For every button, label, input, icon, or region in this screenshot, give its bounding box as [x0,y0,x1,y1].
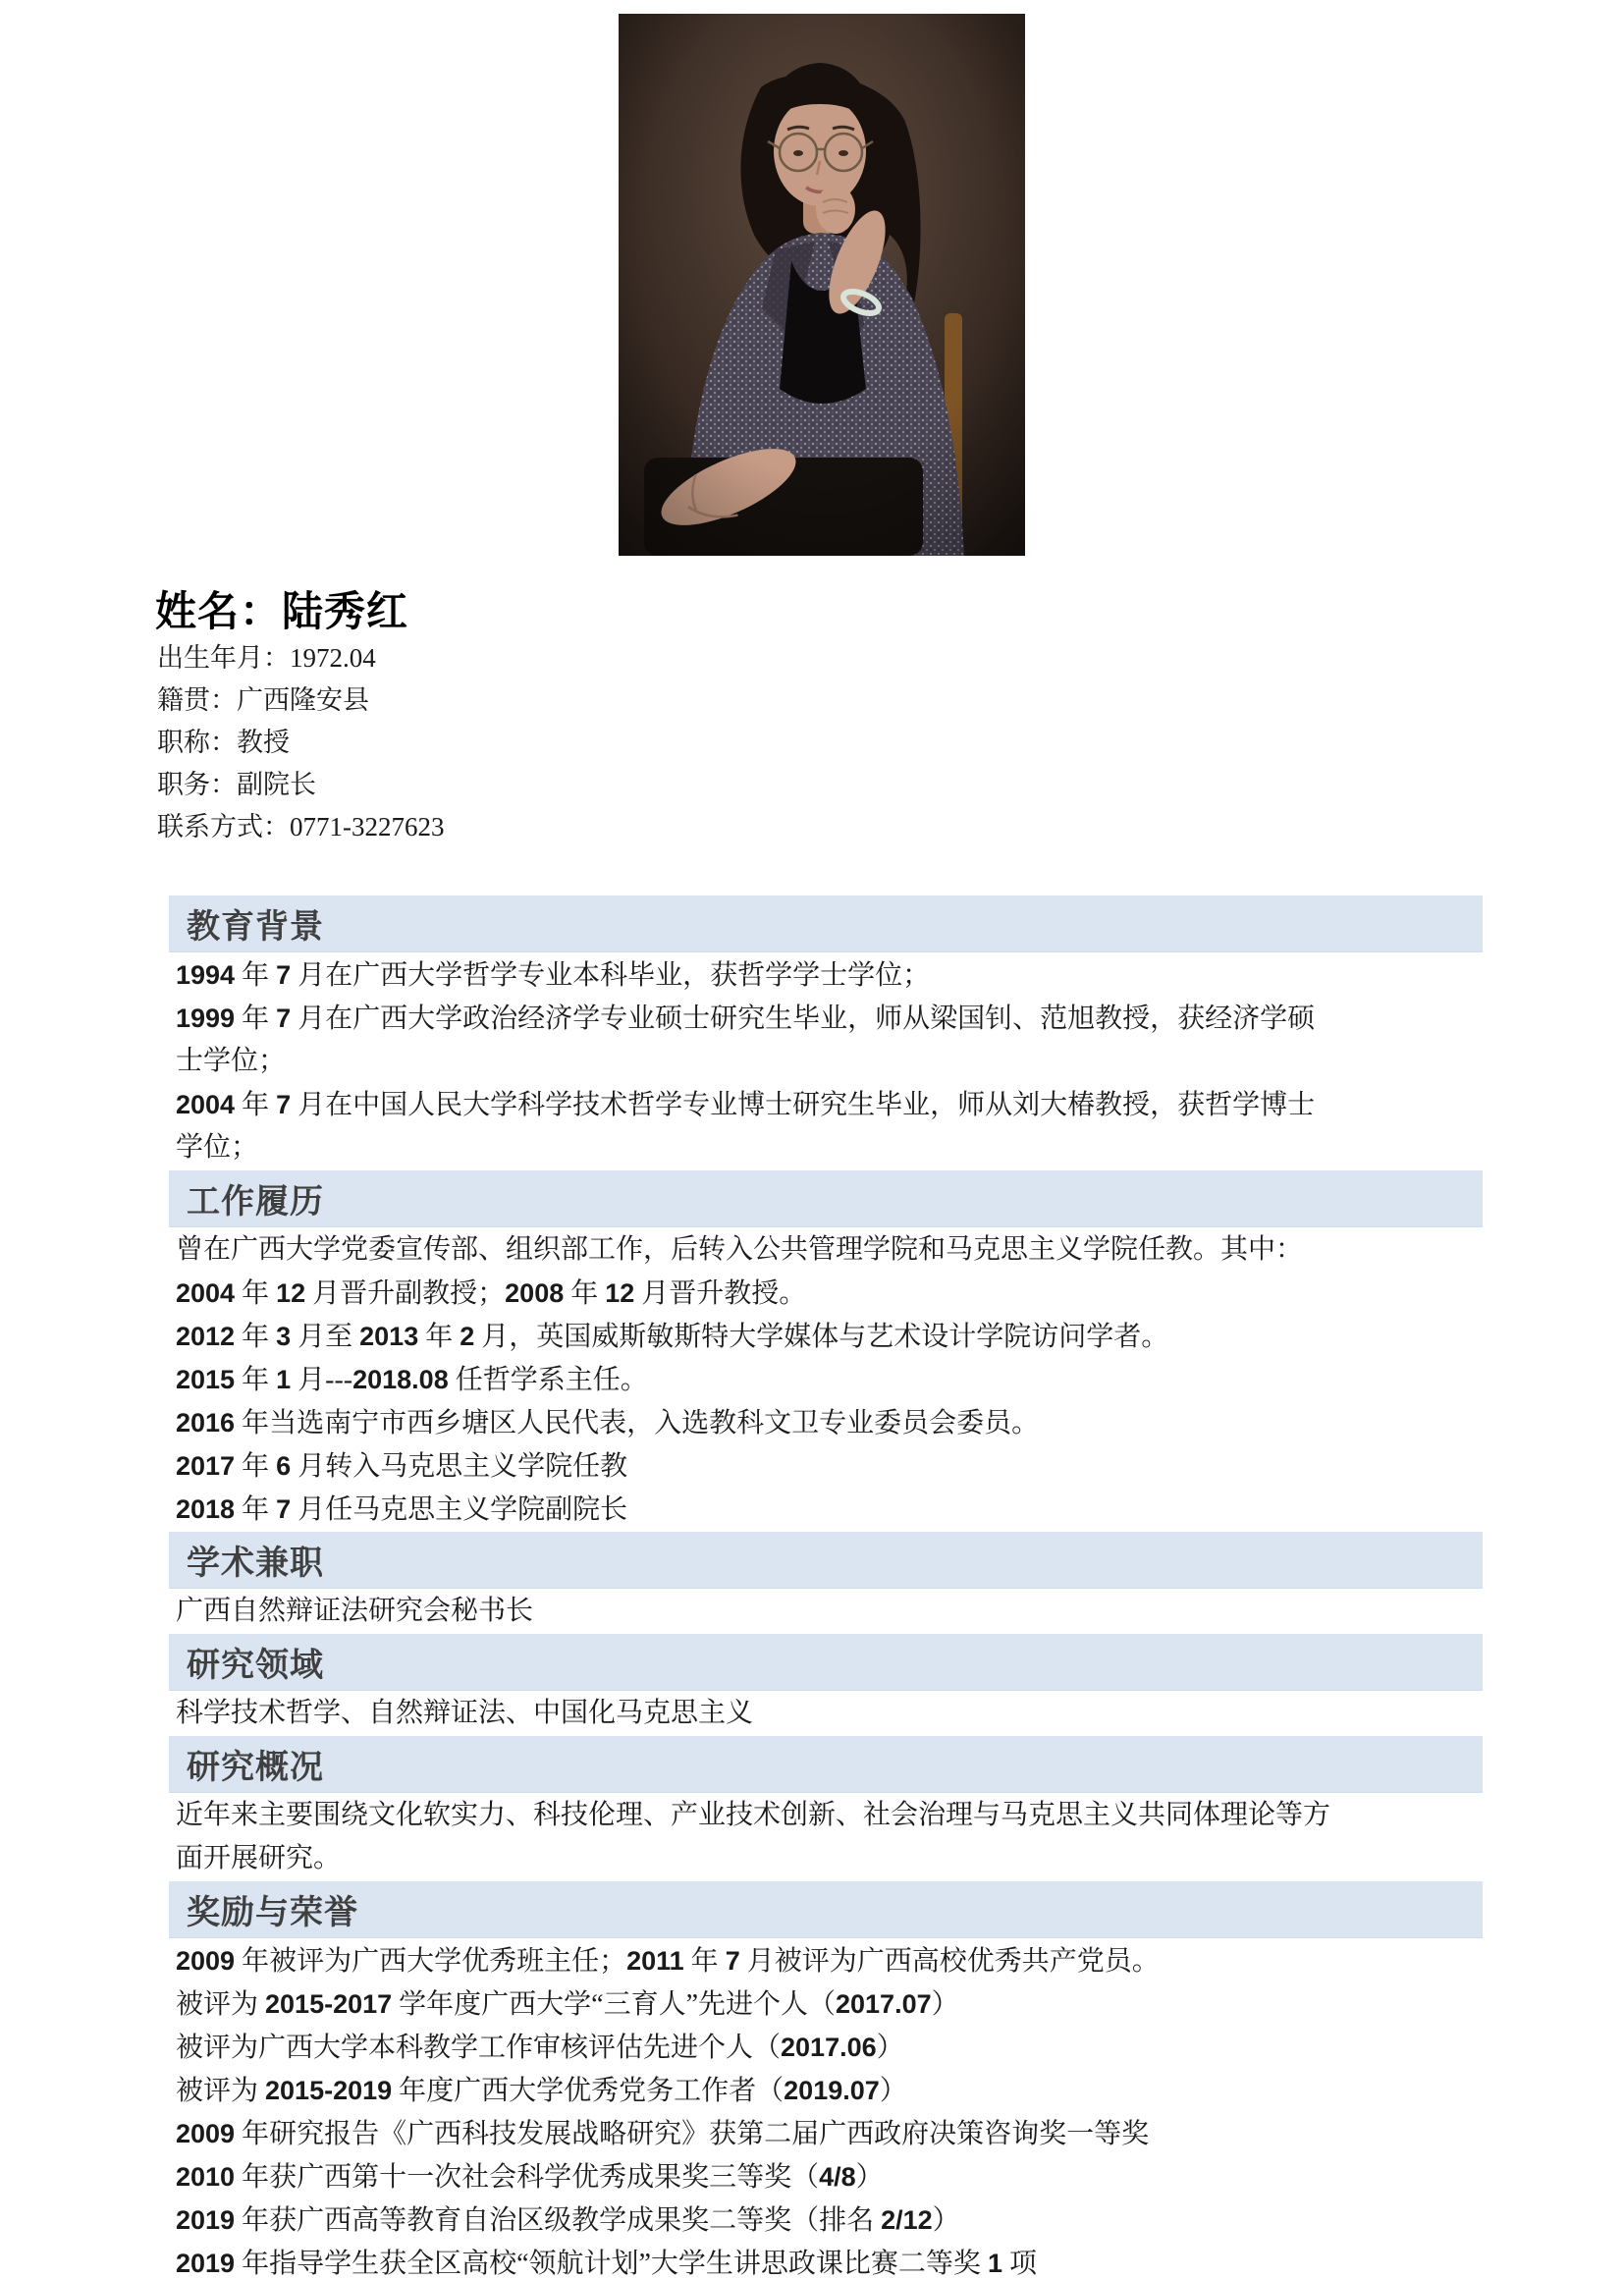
section-body [169,1793,1483,1881]
portrait-photo-image [619,14,1025,556]
text-line: 近年来主要围绕文化软实力、科技伦理、产业技术创新、社会治理与马克思主义共同体理论等方 [176,1800,1331,1830]
section-header-1 [169,1170,1483,1227]
detail-position: 职务：副院长 [157,770,316,799]
text-line: 2019 年获广西高等教育自治区级教学成果奖二等奖（排名 2/12） [176,2205,960,2236]
section-title: 奖励与荣誉 [187,1894,358,1931]
text-line: 2017 年 6 月转入马克思主义学院任教 [176,1451,628,1482]
sections-container [169,895,1483,2279]
detail-title: 职称：教授 [157,728,290,757]
detail-birth-date: 出生年月：1972.04 [157,643,376,673]
section-header-0 [169,895,1483,952]
text-line: 2018 年 7 月任马克思主义学院副院长 [176,1494,628,1525]
text-line: 被评为 2015-2019 年度广西大学优秀党务工作者（2019.07） [176,2076,907,2106]
text-line: 2004 年 7 月在中国人民大学科学技术哲学专业博士研究生毕业，师从刘大椿教授，获哲学博士 [176,1090,1316,1120]
section-header-4 [169,1736,1483,1793]
section-header-5 [169,1881,1483,1938]
text-line: 广西自然辩证法研究会秘书长 [176,1596,534,1626]
text-line: 被评为广西大学本科教学工作审核评估先进个人（2017.06） [176,2033,904,2063]
section-body [169,1691,1483,1736]
text-line: 面开展研究。 [176,1843,342,1873]
section-body [169,1227,1483,1532]
text-line: 2010 年获广西第十一次社会科学优秀成果奖三等奖（4/8） [176,2162,884,2193]
section-title: 工作履历 [187,1183,324,1221]
text-line: 2019 年指导学生获全区高校“领航计划”大学生讲思政课比赛二等奖 1 项 [176,2249,1037,2279]
text-line: 科学技术哲学、自然辩证法、中国化马克思主义 [176,1698,754,1728]
section-title: 教育背景 [187,908,324,946]
text-line: 2009 年研究报告《广西科技发展战略研究》获第二届广西政府决策咨询奖一等奖 [176,2119,1150,2149]
section-title: 研究概况 [187,1749,324,1786]
person-name: 姓名：陆秀红 [155,590,409,635]
section-header-3 [169,1634,1483,1691]
text-line: 2015 年 1 月---2018.08 任哲学系主任。 [176,1365,648,1395]
section-body [169,1938,1483,2279]
text-line: 士学位； [176,1046,287,1076]
text-line: 1999 年 7 月在广西大学政治经济学专业硕士研究生毕业，师从梁国钊、范旭教授，获经济学硕 [176,1004,1316,1034]
text-line: 学位； [176,1132,259,1163]
detail-native-place: 籍贯：广西隆安县 [157,685,369,715]
profile-details [157,637,445,848]
text-line: 1994 年 7 月在广西大学哲学专业本科毕业，获哲学学士学位； [176,960,931,991]
section-title: 学术兼职 [187,1545,324,1582]
section-body [169,1589,1483,1634]
portrait-photo [619,14,1025,556]
text-line: 曾在广西大学党委宣传部、组织部工作，后转入公共管理学院和马克思主义学院任教。其中： [176,1234,1304,1265]
section-title: 研究领域 [187,1647,324,1684]
section-body [169,952,1483,1170]
text-line: 2009 年被评为广西大学优秀班主任；2011 年 7 月被评为广西高校优秀共产党员。 [176,1946,1160,1977]
text-line: 2004 年 12 月晋升副教授；2008 年 12 月晋升教授。 [176,1278,807,1309]
text-line: 2016 年当选南宁市西乡塘区人民代表，入选教科文卫专业委员会委员。 [176,1408,1040,1438]
text-line: 2012 年 3 月至 2013 年 2 月，英国威斯敏斯特大学媒体与艺术设计学院访问学者。 [176,1322,1169,1352]
detail-contact: 联系方式：0771-3227623 [157,812,445,841]
text-line: 被评为 2015-2017 学年度广西大学“三育人”先进个人（2017.07） [176,1989,959,2020]
section-header-2 [169,1532,1483,1589]
